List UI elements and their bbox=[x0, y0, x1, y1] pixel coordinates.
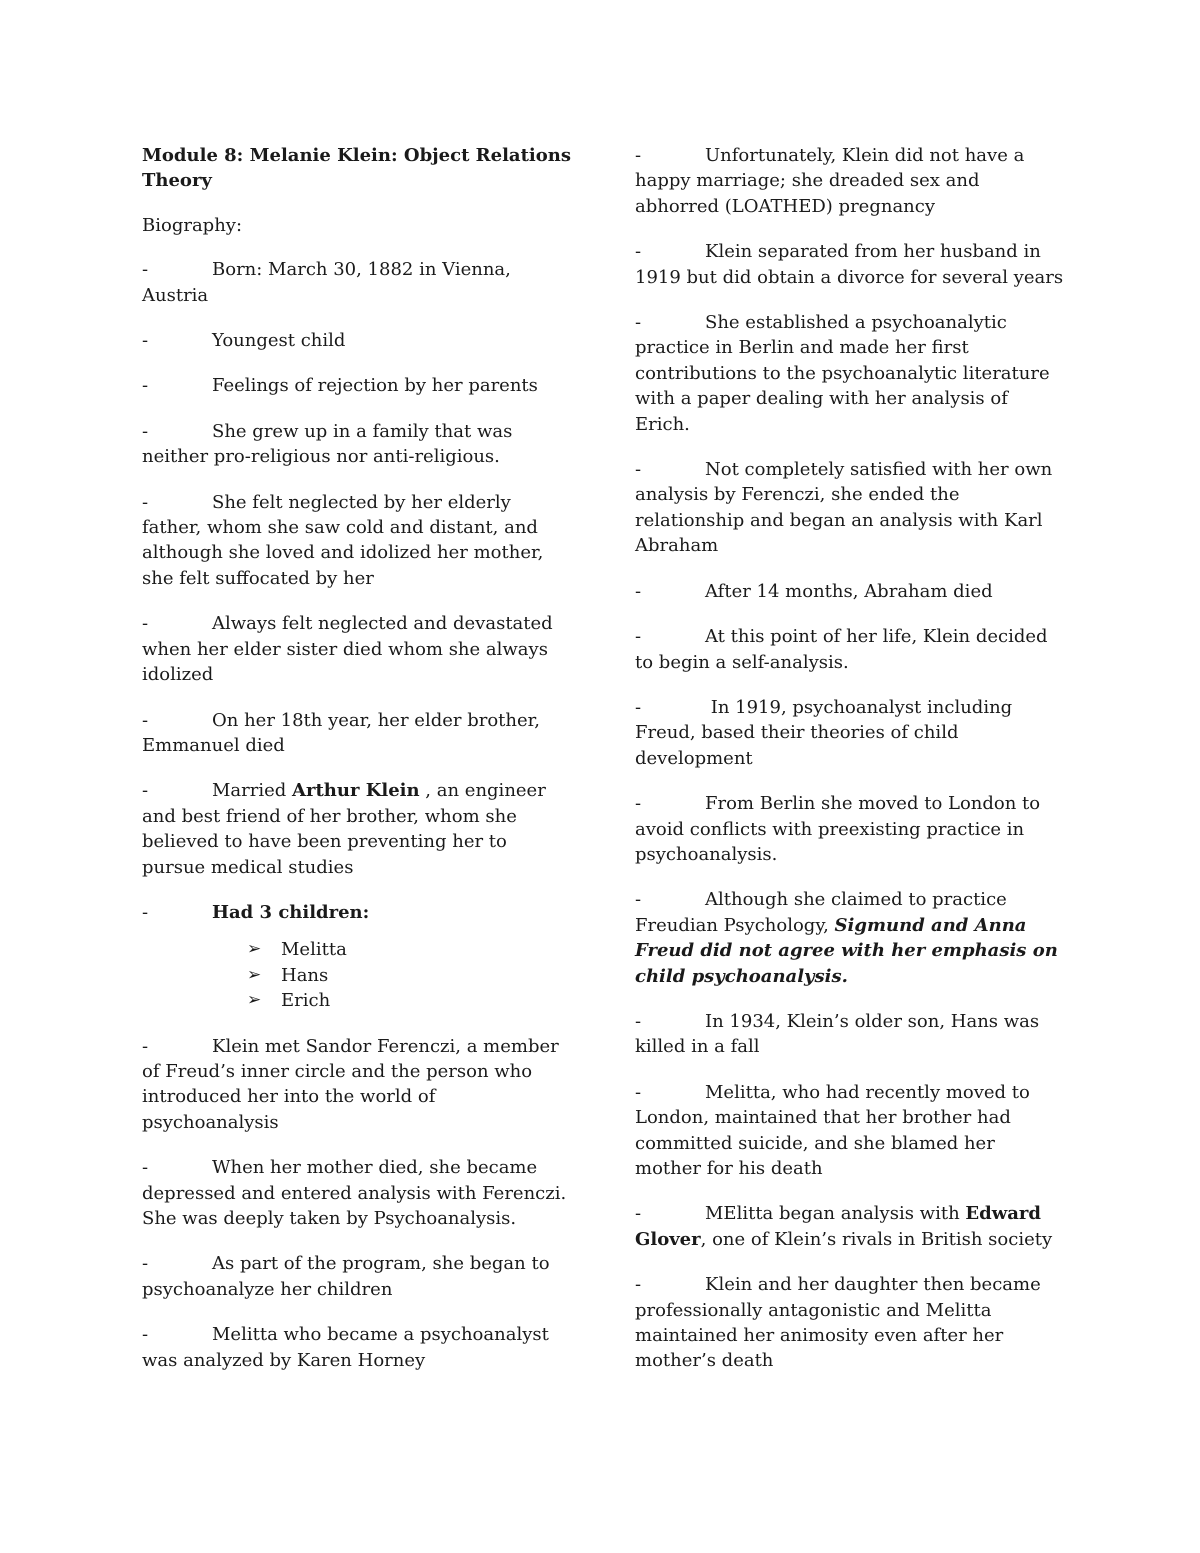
dash-bullet: - bbox=[142, 1324, 149, 1346]
list-item bbox=[142, 1034, 572, 1136]
list-item bbox=[635, 1201, 1065, 1252]
dash-bullet: - bbox=[142, 1157, 149, 1179]
item-text: Born: March 30, 1882 in Vienna, Austria bbox=[142, 259, 511, 306]
item-emphasis: Sigmund and Anna Freud did not agree with her emphasis on child psychoanalysis. bbox=[635, 914, 1058, 987]
item-text: Melitta, who had recently moved to London, maintained that her brother had committed suicide, and she blamed her mother for his death bbox=[635, 1081, 1030, 1179]
list-item bbox=[635, 1272, 1065, 1374]
arrow-bullet-icon: ➢ bbox=[247, 939, 262, 960]
item-text: Always felt neglected and devastated when her elder sister died whom she always idolized bbox=[142, 613, 553, 686]
list-item bbox=[142, 257, 572, 308]
dash-bullet: - bbox=[635, 889, 642, 911]
dash-bullet: - bbox=[142, 259, 149, 281]
biography-heading: Biography: bbox=[142, 214, 243, 236]
dash-bullet: - bbox=[635, 459, 642, 481]
item-text: Not completely satisfied with her own analysis by Ferenczi, she ended the relationship and began an analysis with Karl Abraham bbox=[635, 459, 1053, 557]
list-item bbox=[142, 778, 572, 880]
dash-bullet: - bbox=[635, 793, 642, 815]
dash-bullet: - bbox=[635, 626, 642, 648]
item-text: , an engineer and best friend of her brother, whom she believed to have been preventing her to pursue medical studies bbox=[142, 780, 546, 878]
list-item bbox=[142, 1155, 572, 1231]
list-item bbox=[635, 695, 1065, 771]
item-text: Unfortunately, Klein did not have a happy marriage; she dreaded sex and abhorred (LOATHED) pregnancy bbox=[635, 145, 1025, 217]
dash-bullet: - bbox=[142, 1253, 149, 1275]
item-bold-name: Edward Glover bbox=[635, 1203, 1041, 1250]
item-text: She grew up in a family that was neither pro-religious nor anti-religious. bbox=[142, 420, 513, 468]
item-text: Youngest child bbox=[212, 330, 346, 352]
list-item bbox=[635, 457, 1065, 559]
dash-bullet: - bbox=[142, 330, 149, 352]
item-text: From Berlin she moved to London to avoid conflicts with preexisting practice in psychoanalysis. bbox=[635, 793, 1041, 865]
item-text: Klein separated from her husband in 1919 but did obtain a divorce for several years bbox=[635, 241, 1064, 288]
dash-bullet: - bbox=[635, 1081, 642, 1103]
dash-bullet: - bbox=[142, 613, 149, 635]
list-item bbox=[142, 708, 572, 759]
list-item bbox=[142, 328, 572, 353]
right-column bbox=[635, 143, 1065, 1394]
dash-bullet: - bbox=[142, 901, 149, 923]
item-text: Married bbox=[212, 780, 293, 802]
item-text: As part of the program, she began to psychoanalyze her children bbox=[142, 1253, 550, 1300]
item-text: She established a psychoanalytic practice in Berlin and made her first contributions to the psychoanalytic literature with a paper dealing with her analysis of Erich. bbox=[635, 312, 1050, 435]
list-item bbox=[142, 490, 572, 592]
dash-bullet: - bbox=[142, 375, 149, 397]
item-text: Melitta who became a psychoanalyst was analyzed by Karen Horney bbox=[142, 1324, 549, 1371]
dash-bullet: - bbox=[635, 312, 642, 334]
item-text: In 1919, psychoanalyst including Freud, based their theories of child development bbox=[635, 696, 1013, 769]
dash-bullet: - bbox=[142, 780, 149, 802]
item-text: Although she claimed to practice Freudian Psychology, bbox=[635, 889, 1007, 936]
dash-bullet: - bbox=[142, 709, 149, 731]
dash-bullet: - bbox=[635, 1203, 642, 1225]
item-text: MElitta began analysis with bbox=[705, 1203, 966, 1225]
dash-bullet: - bbox=[142, 420, 149, 442]
dash-bullet: - bbox=[635, 145, 642, 166]
children-heading: Had 3 children: bbox=[212, 901, 370, 923]
list-item bbox=[635, 143, 1065, 219]
item-text: , one of Klein’s rivals in British society bbox=[700, 1228, 1053, 1250]
item-text: Feelings of rejection by her parents bbox=[212, 375, 538, 397]
child-name: Hans bbox=[281, 964, 329, 986]
list-item bbox=[635, 791, 1065, 867]
list-item bbox=[635, 1080, 1065, 1182]
dash-bullet: - bbox=[635, 580, 642, 602]
document-title: Module 8: Melanie Klein: Object Relations Theory bbox=[142, 145, 571, 192]
list-item bbox=[635, 624, 1065, 675]
dash-bullet: - bbox=[635, 241, 642, 263]
list-item bbox=[635, 887, 1065, 989]
list-item bbox=[142, 611, 572, 687]
list-item bbox=[142, 1322, 572, 1373]
sublist-item bbox=[142, 937, 572, 962]
item-text: Klein and her daughter then became professionally antagonistic and Melitta maintained her animosity even after her mother’s death bbox=[635, 1274, 1041, 1372]
sublist-item bbox=[142, 988, 572, 1013]
list-item bbox=[142, 1251, 572, 1302]
list-item bbox=[635, 579, 1065, 604]
list-item bbox=[142, 419, 572, 470]
children-list bbox=[142, 937, 572, 1013]
sublist-item bbox=[142, 963, 572, 988]
item-text: At this point of her life, Klein decided to begin a self-analysis. bbox=[635, 626, 1048, 673]
left-column bbox=[142, 143, 572, 1393]
dash-bullet: - bbox=[635, 1274, 642, 1296]
dash-bullet: - bbox=[635, 1010, 642, 1032]
list-item bbox=[142, 900, 572, 925]
child-name: Erich bbox=[281, 990, 331, 1012]
child-name: Melitta bbox=[281, 939, 347, 961]
list-item bbox=[635, 239, 1065, 290]
arrow-bullet-icon: ➢ bbox=[247, 964, 262, 985]
dash-bullet: - bbox=[142, 491, 149, 513]
item-text: In 1934, Klein’s older son, Hans was killed in a fall bbox=[635, 1010, 1040, 1058]
list-item bbox=[635, 1009, 1065, 1060]
item-text: On her 18th year, her elder brother, Emmanuel died bbox=[142, 709, 540, 756]
item-bold-name: Arthur Klein bbox=[292, 780, 420, 802]
item-text: After 14 months, Abraham died bbox=[705, 580, 993, 602]
list-item bbox=[142, 373, 572, 398]
item-text: When her mother died, she became depressed and entered analysis with Ferenczi. She was deeply taken by Psychoanalysis. bbox=[142, 1157, 567, 1229]
item-text: She felt neglected by her elderly father, whom she saw cold and distant, and although she loved and idolized her mother, she felt suffocated by her bbox=[142, 491, 544, 589]
dash-bullet: - bbox=[142, 1035, 149, 1057]
arrow-bullet-icon: ➢ bbox=[247, 990, 262, 1011]
list-item bbox=[635, 310, 1065, 437]
dash-bullet: - bbox=[635, 696, 642, 718]
item-text: Klein met Sandor Ferenczi, a member of Freud’s inner circle and the person who introduced her into the world of psychoanalysis bbox=[142, 1035, 559, 1133]
